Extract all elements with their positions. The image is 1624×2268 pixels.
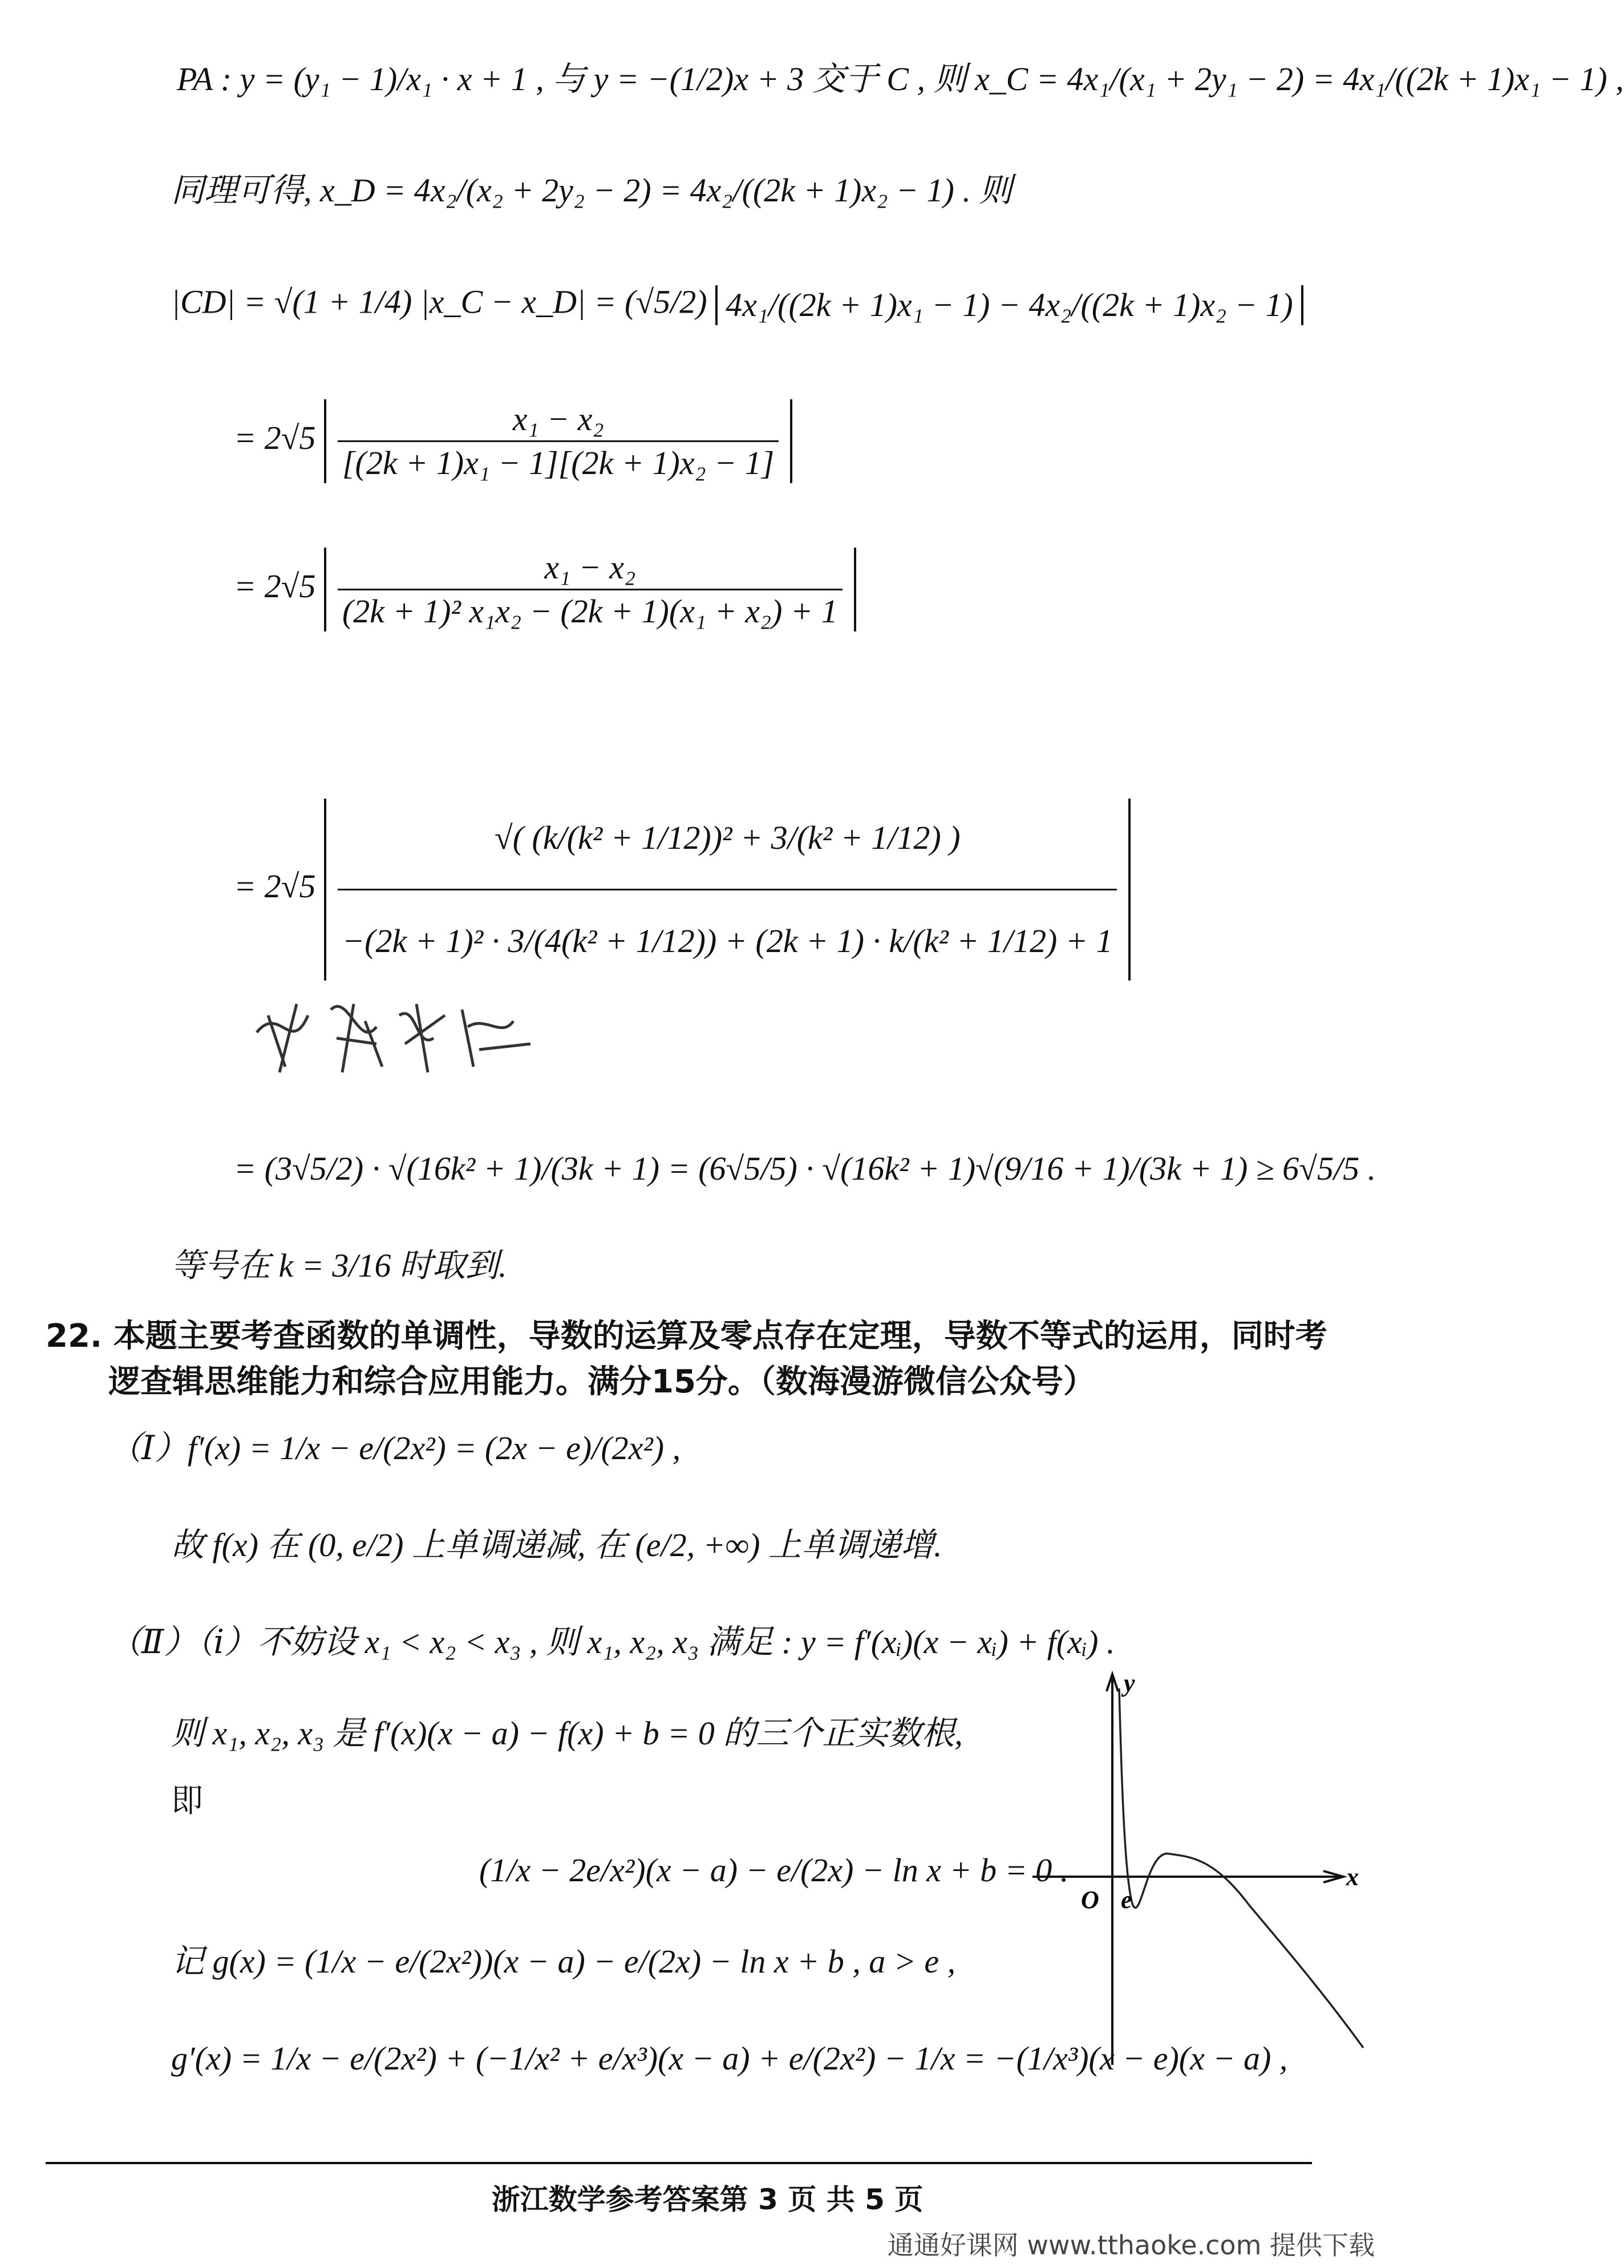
step-3-numerator: √( (k/(k² + 1/12))² + 3/(k² + 1/12) ) (338, 821, 1117, 890)
page-footer: 浙江数学参考答案第 3 页 共 5 页 (491, 2183, 924, 2216)
cd-step-2 (234, 548, 856, 631)
step-1-denominator: [(2k + 1)x₁ − 1][(2k + 1)x₂ − 1] (342, 444, 775, 481)
step-2-numerator: x₁ − x₂ (338, 551, 843, 590)
step-1-prefix: = 2√5 (234, 419, 316, 456)
part-2-assumption: （Ⅱ）（ⅰ）不妨设 x₁ < x₂ < x₃ , 则 x₁, x₂, x₃ 满足 : y = f′(xᵢ)(x − xᵢ) + f(xᵢ) . (108, 1623, 1115, 1660)
step-3-denominator: −(2k + 1)² · 3/(4(k² + 1/12)) + (2k + 1) · k/(k² + 1/12) + 1 (342, 922, 1113, 959)
part-1-derivative: （Ⅰ）f′(x) = 1/x − e/(2x²) = (2x − e)/(2x²) , (108, 1429, 681, 1467)
part-1-monotonicity: 故 f(x) 在 (0, e/2) 上单调递减, 在 (e/2, +∞) 上单调递增. (171, 1526, 942, 1564)
part-2-define-g: 记 g(x) = (1/x − e/(2x²))(x − a) − e/(2x) − ln x + b , a > e , (171, 1943, 956, 1980)
cd-abs-expression: 4x₁/((2k + 1)x₁ − 1) − 4x₂/((2k + 1)x₂ − 1) (715, 285, 1303, 325)
handwritten-signature (245, 981, 542, 1078)
part-2-roots: 则 x₁, x₂, x₃ 是 f′(x)(x − a) − f(x) + b = 0 的三个正实数根, (171, 1715, 963, 1752)
graph-x-label: x (1346, 1863, 1359, 1891)
cd-length-equation (171, 285, 1303, 325)
graph-e-label: e (1121, 1886, 1132, 1914)
footer-divider (46, 2162, 1312, 2164)
cd-final-step: = (3√5/2) · √(16k² + 1)/(3k + 1) = (6√5/5) · √(16k² + 1)√(9/16 + 1)/(3k + 1) ≥ 6√5/5 . (234, 1150, 1376, 1187)
part-2-equation: (1/x − 2e/x²)(x − a) − e/(2x) − ln x + b = 0 . (479, 1852, 1069, 1889)
problem-22-heading-line-2: 逻查辑思维能力和综合应用能力。满分15分。（数海漫游微信公众号） (108, 1363, 1095, 1400)
similarly-xd-equation: 同理可得, x_D = 4x₂/(x₂ + 2y₂ − 2) = 4x₂/((2k + 1)x₂ − 1) . 则 (171, 172, 1013, 209)
problem-22-heading-text: 本题主要考查函数的单调性，导数的运算及零点存在定理，导数不等式的运用，同时考 (113, 1318, 1327, 1355)
function-graph (1021, 1666, 1398, 2076)
problem-22-heading-line-1 (46, 1318, 1327, 1355)
cd-step-1 (234, 399, 792, 483)
part-2-g-derivative: g′(x) = 1/x − e/(2x²) + (−1/x² + e/x³)(x − a) + e/(2x²) − 1/x = −(1/x³)(x − e)(x − a) , (171, 2040, 1288, 2077)
graph-origin-label: O (1081, 1886, 1099, 1914)
download-source-text: 通通好课网 www.tthaoke.com 提供下载 (887, 2230, 1375, 2261)
step-2-prefix: = 2√5 (234, 567, 316, 605)
pa-line-equation: PA : y = (y₁ − 1)/x₁ · x + 1 , 与 y = −(1/2)x + 3 交于 C , 则 x_C = 4x₁/(x₁ + 2y₁ − 2) = 4x₁/((2k + 1)x₁ − 1) , (177, 60, 1624, 98)
part-2-ie: 即 (171, 1783, 203, 1820)
step-2-denominator: (2k + 1)² x₁x₂ − (2k + 1)(x₁ + x₂) + 1 (342, 593, 838, 630)
graph-y-label: y (1124, 1669, 1135, 1697)
problem-22-number: 22. (46, 1318, 103, 1355)
cd-step-3 (234, 799, 1131, 981)
step-3-prefix: = 2√5 (234, 867, 316, 905)
step-1-numerator: x₁ − x₂ (338, 403, 779, 442)
cd-lhs: |CD| = √(1 + 1/4) |x_C − x_D| = (√5/2) (171, 283, 707, 321)
equality-condition: 等号在 k = 3/16 时取到. (171, 1247, 507, 1284)
